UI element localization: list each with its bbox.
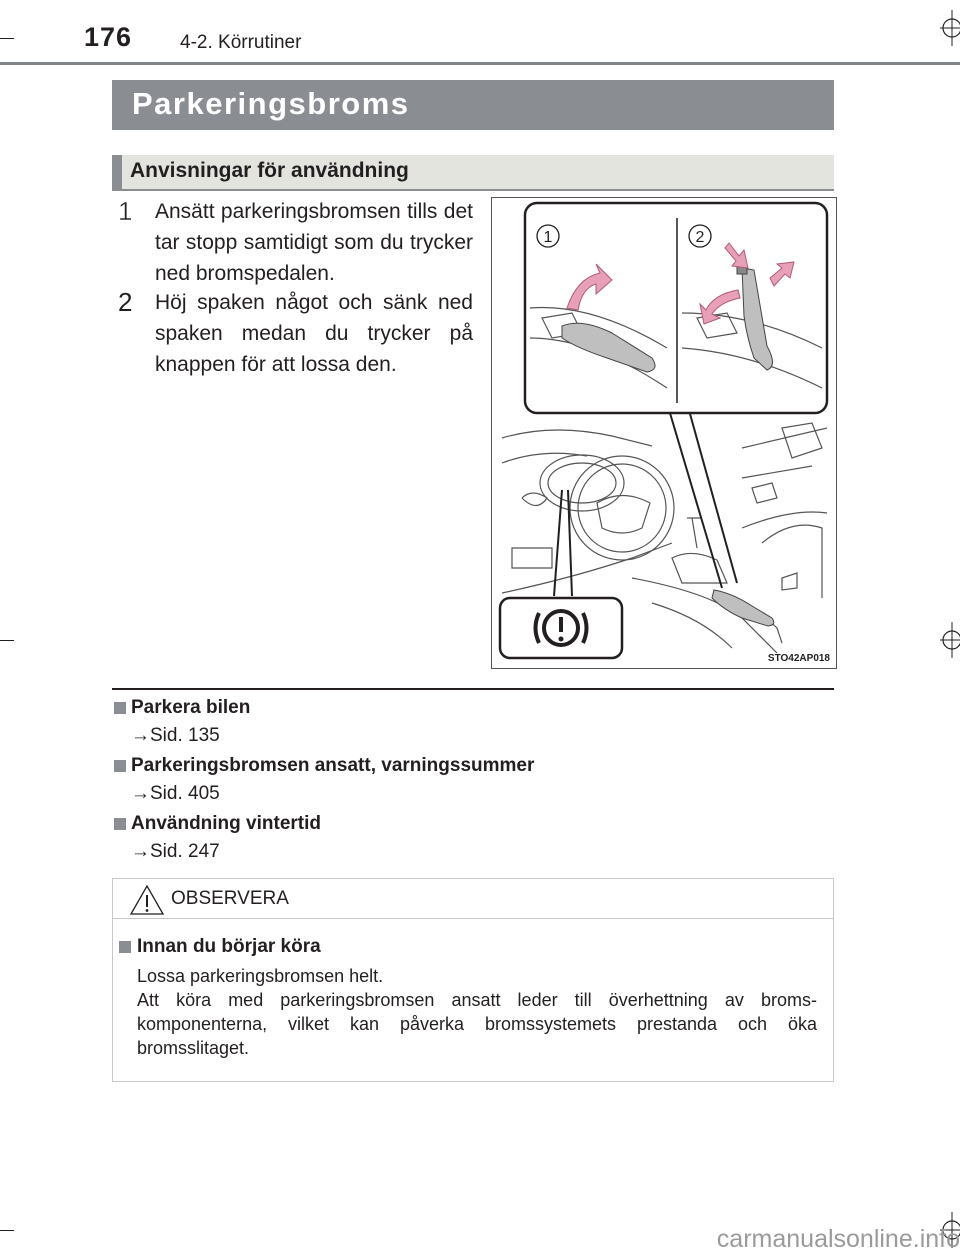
crop-mark bbox=[0, 640, 14, 641]
note-heading: Användning vintertid bbox=[131, 813, 321, 834]
registration-mark-icon bbox=[940, 622, 960, 658]
bullet-square-icon bbox=[119, 941, 131, 953]
note-reference bbox=[131, 841, 220, 863]
page-link[interactable]: Sid. 247 bbox=[150, 841, 220, 862]
step-2-text: Höj spaken något och sänk ned spaken medan du trycker på knappen för att lossa den. bbox=[155, 291, 473, 376]
step-number-1: 1 bbox=[118, 196, 133, 226]
note-heading: Parkera bilen bbox=[131, 697, 251, 718]
page-number: 176 bbox=[84, 22, 133, 52]
figure-code: STO42AP018 bbox=[767, 653, 830, 664]
caution-label: OBSERVERA bbox=[171, 888, 289, 909]
caution-line-1: Lossa parkeringsbromsen helt. bbox=[137, 966, 384, 986]
arrow-icon: → bbox=[131, 841, 150, 862]
arrow-icon: → bbox=[131, 783, 150, 804]
step-number-1-icon bbox=[114, 194, 144, 226]
page-link[interactable]: Sid. 135 bbox=[150, 725, 220, 746]
caution-heading: Innan du börjar köra bbox=[137, 936, 321, 957]
note-reference bbox=[131, 725, 220, 747]
page-link[interactable]: Sid. 405 bbox=[150, 783, 220, 804]
crop-mark bbox=[0, 38, 14, 39]
note-heading: Parkeringsbromsen ansatt, varningssummer bbox=[131, 755, 535, 776]
warning-triangle-icon bbox=[129, 884, 165, 916]
watermark: carmanualsonline.info bbox=[716, 1225, 960, 1253]
step-number-2: 2 bbox=[118, 287, 133, 317]
caution-body bbox=[137, 964, 817, 1060]
arrow-icon: → bbox=[131, 725, 150, 746]
figure-callout-2: 2 bbox=[695, 229, 705, 246]
subsection-title: Anvisningar för användning bbox=[130, 159, 409, 182]
crop-mark bbox=[0, 1230, 14, 1231]
header-rule bbox=[0, 62, 960, 65]
bullet-square-icon bbox=[114, 818, 126, 830]
parking-brake-figure bbox=[491, 197, 837, 669]
bullet-square-icon bbox=[114, 702, 126, 714]
section-reference: 4-2. Körrutiner bbox=[180, 32, 302, 53]
subsection-bar bbox=[112, 155, 834, 191]
caution-box bbox=[112, 878, 834, 1082]
section-divider bbox=[112, 688, 834, 690]
subsection-accent bbox=[112, 155, 122, 189]
registration-mark-icon bbox=[940, 10, 960, 46]
caution-header-rule bbox=[113, 918, 833, 919]
bullet-square-icon bbox=[114, 760, 126, 772]
note-reference bbox=[131, 783, 220, 805]
caution-line-2: Att köra med parkeringsbromsen ansatt leder till överhettning av broms-komponenterna, vilket kan påverka bromssystemets prestanda och öka bromsslitaget. bbox=[137, 990, 817, 1058]
step-1-text: Ansätt parkeringsbromsen tills det tar stopp samtidigt som du trycker ned bromspedalen. bbox=[155, 200, 473, 285]
step-number-2-icon bbox=[114, 285, 144, 317]
section-title-bar bbox=[112, 80, 834, 130]
page-title: Parkeringsbroms bbox=[132, 86, 410, 121]
parking-brake-illustration-icon bbox=[492, 198, 836, 668]
figure-callout-1: 1 bbox=[543, 229, 553, 246]
